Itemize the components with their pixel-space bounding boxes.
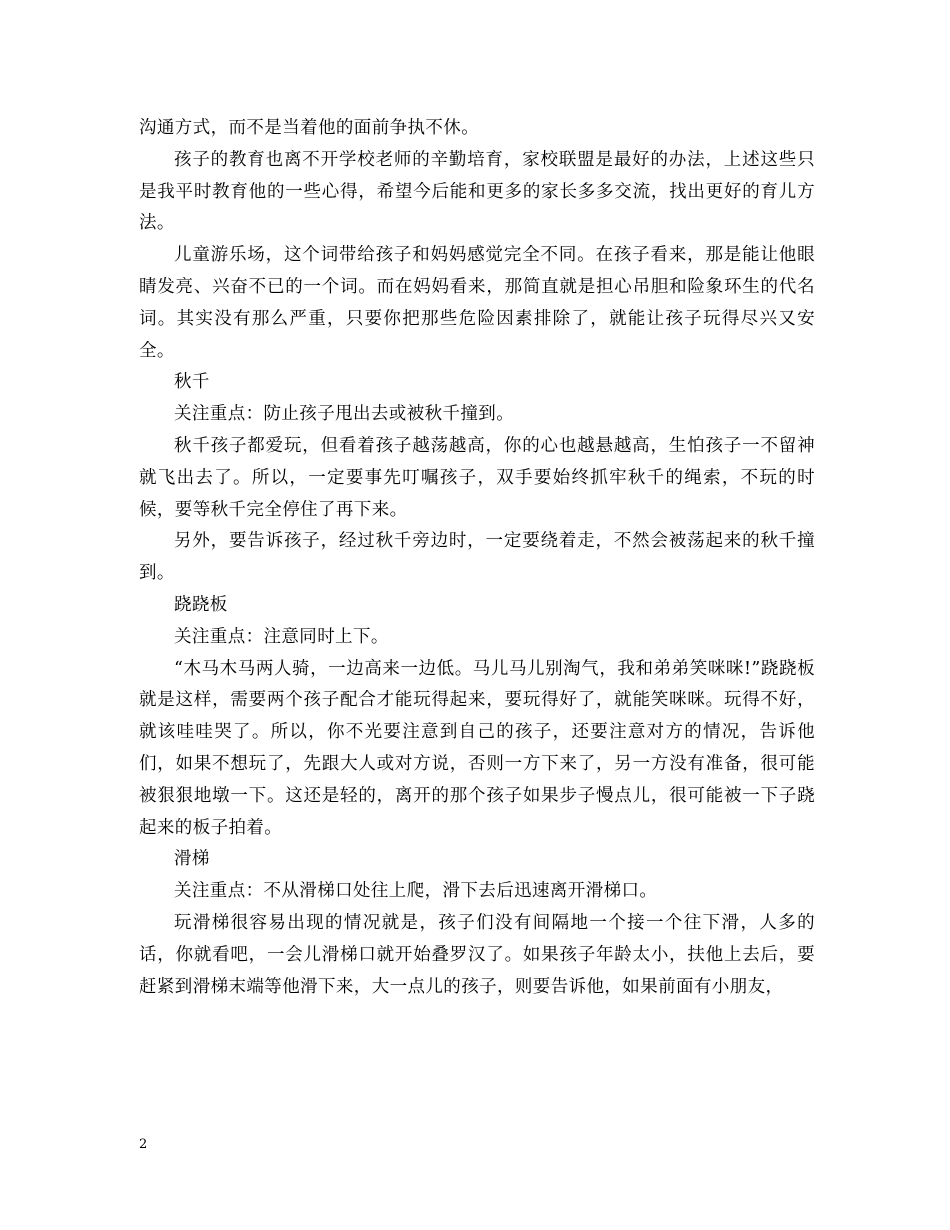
paragraph: 另外，要告诉孩子，经过秋千旁边时，一定要绕着走，不然会被荡起来的秋千撞到。	[139, 531, 815, 584]
page-body	[139, 113, 815, 1003]
page-number: 2	[139, 1137, 148, 1152]
paragraph: 玩滑梯很容易出现的情况就是，孩子们没有间隔地一个接一个往下滑，人多的话，你就看吧，一会儿滑梯口就开始叠罗汉了。如果孩子年龄太小，扶他上去后，要赶紧到滑梯末端等他滑下来，大一点儿的孩子，则要告诉他，如果前面有小朋友，	[139, 912, 815, 997]
paragraph: 关注重点：不从滑梯口处往上爬，滑下去后迅速离开滑梯口。	[174, 881, 658, 902]
section-heading-swing: 秋千	[174, 372, 210, 393]
paragraph: 关注重点：注意同时上下。	[174, 626, 389, 647]
paragraph: 关注重点：防止孩子甩出去或被秋千撞到。	[174, 404, 515, 425]
paragraph: “木马木马两人骑，一边高来一边低。马儿马儿别淘气，我和弟弟笑咪咪!”跷跷板就是这样，需要两个孩子配合才能玩得起来，要玩得好了，就能笑咪咪。玩得不好，就该哇哇哭了。所以，你不光要注意到自己的孩子，还要注意对方的情况，告诉他们，如果不想玩了，先跟大人或对方说，否则一方下来了，另一方没有准备，很可能被狠狠地墩一下。这还是轻的，离开的那个孩子如果步子慢点儿，很可能被一下子跷起来的板子拍着。	[139, 658, 815, 838]
paragraph: 秋千孩子都爱玩，但看着孩子越荡越高，你的心也越悬越高，生怕孩子一不留神就飞出去了。所以，一定要事先叮嘱孩子，双手要始终抓牢秋千的绳索，不玩的时候，要等秋千完全停住了再下来。	[139, 435, 815, 520]
paragraph: 沟通方式，而不是当着他的面前争执不休。	[139, 118, 480, 138]
section-heading-seesaw: 跷跷板	[174, 594, 228, 615]
paragraph: 儿童游乐场，这个词带给孩子和妈妈感觉完全不同。在孩子看来，那是能让他眼睛发亮、兴奋不已的一个词。而在妈妈看来，那简直就是担心吊胆和险象环生的代名词。其实没有那么严重，只要你把那些危险因素排除了，就能让孩子玩得尽兴又安全。	[139, 245, 815, 361]
paragraph: 孩子的教育也离不开学校老师的辛勤培育，家校联盟是最好的办法，上述这些只是我平时教育他的一些心得，希望今后能和更多的家长多多交流，找出更好的育儿方法。	[139, 149, 815, 234]
section-heading-slide: 滑梯	[174, 849, 210, 870]
